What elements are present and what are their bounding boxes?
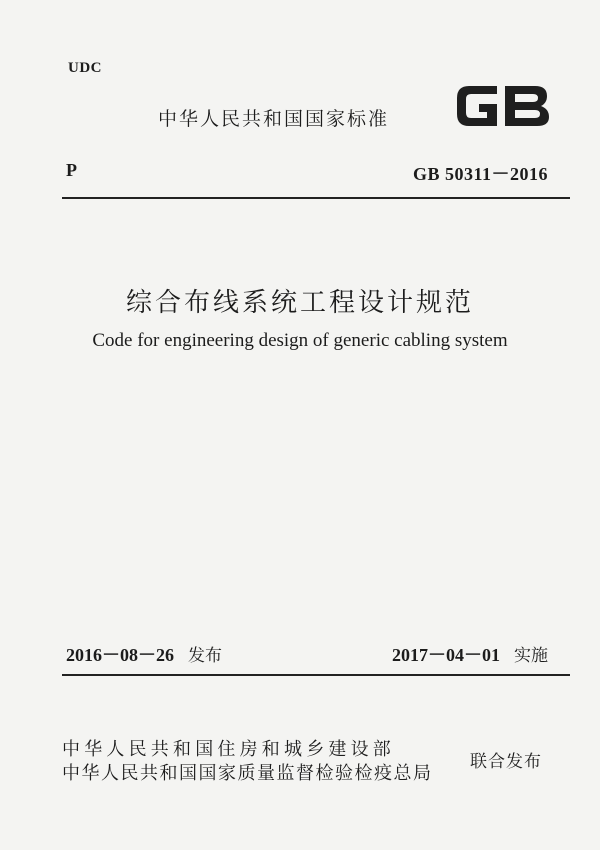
gb-logo (453, 78, 553, 133)
issuer-aqsiq: 中华人民共和国国家质量监督检验检疫总局 (62, 763, 433, 784)
effective-label: 实施 (514, 646, 548, 666)
title-english: Code for engineering design of generic cabling system (92, 330, 508, 351)
header-divider (62, 197, 570, 199)
effective-date: 2017－04－01 (392, 645, 500, 665)
standard-number: GB 50311－2016 (412, 164, 548, 184)
udc-label: UDC (68, 60, 102, 76)
standard-type: 中华人民共和国国家标准 (158, 108, 390, 130)
title-chinese: 综合布线系统工程设计规范 (125, 288, 474, 318)
issue-date: 2016－08－26 (66, 645, 174, 665)
footer-divider (62, 674, 570, 676)
issue-label: 发布 (188, 646, 222, 666)
issue-date-line (66, 641, 222, 667)
joint-issue-label: 联合发布 (470, 752, 542, 772)
issuer-ministry-housing: 中华人民共和国住房和城乡建设部 (62, 739, 395, 760)
category-code: P (66, 160, 77, 180)
effective-date-line (392, 641, 548, 667)
